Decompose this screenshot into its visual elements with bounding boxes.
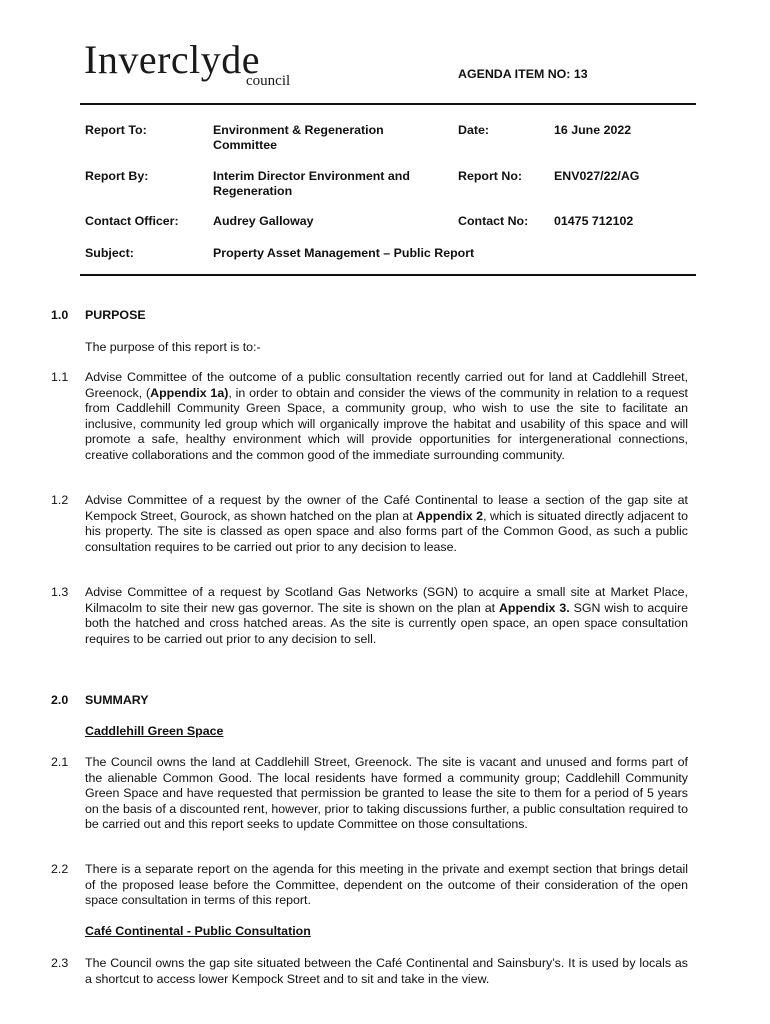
report-no-value: ENV027/22/AG (554, 169, 640, 183)
paragraph-2-2-number: 2.2 (51, 862, 69, 876)
paragraph-1-1-number: 1.1 (51, 370, 69, 384)
report-by-value: Interim Director Environment and Regeneration (213, 169, 410, 198)
contact-officer-label: Contact Officer: (85, 214, 179, 228)
report-to-label: Report To: (85, 123, 147, 137)
section-2-title: SUMMARY (85, 693, 149, 707)
section-1-number: 1.0 (51, 308, 69, 322)
paragraph-1-3: Advise Committee of a request by Scotland Gas Networks (SGN) to acquire a small site at Market Place, Kilmacolm to site their new gas governor. The site is shown on the plan at Appendix 3. SGN wish to acquire both the hatched and cross hatched areas. As the site is currently open space, an open space consultation requires to be carried out prior to any decision to sell. (85, 585, 688, 646)
subheading-caddlehill: Caddlehill Green Space (85, 724, 224, 738)
header-top-rule (80, 103, 696, 105)
contact-officer-value: Audrey Galloway (213, 214, 314, 228)
date-value: 16 June 2022 (554, 123, 632, 137)
subject-label: Subject: (85, 246, 134, 260)
paragraph-2-3: The Council owns the gap site situated between the Café Continental and Sainsbury’s. It is used by locals as a shortcut to access lower Kempock Street and to sit and take in the view. (85, 956, 688, 986)
subheading-cafe-continental: Café Continental - Public Consultation (85, 924, 311, 938)
council-logo-wordmark: Inverclyde (84, 37, 261, 82)
paragraph-2-2: There is a separate report on the agenda for this meeting in the private and exempt section that brings detail of the proposed lease before the Committee, dependent on the outcome of their consideration of the open space consultation in terms of this report. (85, 862, 688, 907)
paragraph-1-1: Advise Committee of the outcome of a public consultation recently carried out for land at Caddlehill Street, Greenock, (Appendix 1a), in order to obtain and consider the views of the community in relation to a request from Caddlehill Community Green Space, a community group, who wish to use the site to facilitate an inclusive, community led group which will organically improve the habitat and usability of this space and will promote a safe, healthy environment which will provide opportunities for intergenerational connections, creative collaborations and the common good of the immediate surrounding community. (85, 370, 688, 462)
paragraph-2-3-number: 2.3 (51, 956, 69, 970)
paragraph-1-3-number: 1.3 (51, 585, 69, 599)
purpose-intro: The purpose of this report is to:- (85, 340, 261, 354)
paragraph-1-2-number: 1.2 (51, 493, 69, 507)
council-logo-subtitle: council (246, 73, 291, 89)
paragraph-1-2: Advise Committee of a request by the owner of the Café Continental to lease a section of the gap site at Kempock Street, Gourock, as shown hatched on the plan at Appendix 2, which is situated directly adjacent to his property. The site is classed as open space and also forms part of the Common Good, as such a public consultation requires to be carried out prior to any decision to lease. (85, 493, 688, 554)
contact-no-value: 01475 712102 (554, 214, 634, 228)
date-label: Date: (458, 123, 489, 137)
subject-value: Property Asset Management – Public Report (213, 246, 475, 260)
report-no-label: Report No: (458, 169, 523, 183)
section-1-title: PURPOSE (85, 308, 146, 322)
paragraph-2-1: The Council owns the land at Caddlehill Street, Greenock. The site is vacant and unused and forms part of the alienable Common Good. The local residents have formed a community group; Caddlehill Community Green Space and have requested that permission be granted to lease the site to them for a period of 5 years on the basis of a discounted rent, however, prior to taking discussions further, a public consultation required to be carried out and this report seeks to update Committee on those consultations. (85, 755, 688, 831)
header-bottom-rule (80, 274, 696, 276)
section-2-number: 2.0 (51, 693, 69, 707)
agenda-item-number: AGENDA ITEM NO: 13 (458, 67, 588, 81)
paragraph-2-1-number: 2.1 (51, 755, 69, 769)
contact-no-label: Contact No: (458, 214, 529, 228)
report-by-label: Report By: (85, 169, 149, 183)
report-to-value: Environment & Regeneration Committee (213, 123, 384, 152)
